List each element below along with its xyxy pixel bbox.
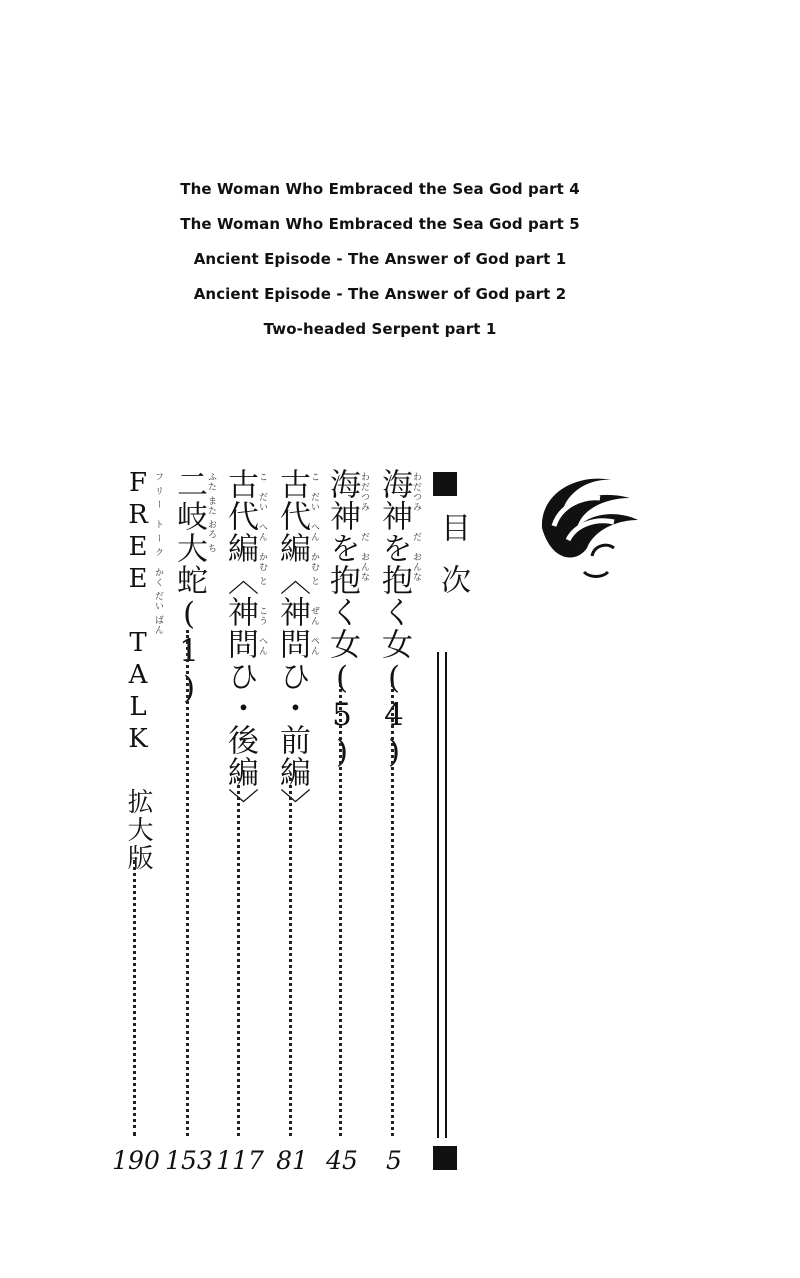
toc-entry-page[interactable]: 117	[216, 1146, 264, 1175]
toc-entry-ruby: わだつみ だ おんな	[411, 472, 421, 582]
toc-entry-title[interactable]: 二岐大蛇(1)	[171, 468, 207, 707]
heading-double-rule	[437, 652, 447, 1138]
translation-line-2: The Woman Who Embraced the Sea God part 5	[180, 215, 580, 233]
toc-entry[interactable]	[165, 468, 216, 1188]
toc-entry-title[interactable]: 古代編〈神問ひ・後編〉	[222, 468, 258, 820]
heading-square-top-icon	[433, 472, 457, 496]
table-of-contents	[0, 468, 800, 1188]
translation-line-4: Ancient Episode - The Answer of God part 2	[193, 285, 567, 303]
toc-entry[interactable]	[216, 468, 267, 1188]
toc-entry-ruby: こ だい へん かむ と ぜん ぺん	[309, 472, 319, 656]
translation-line-1: The Woman Who Embraced the Sea God part 4	[180, 180, 580, 198]
dot-leader	[289, 778, 292, 1136]
toc-entry[interactable]	[320, 468, 369, 1188]
toc-entry[interactable]	[372, 468, 421, 1188]
dot-leader	[186, 630, 189, 1136]
dot-leader	[237, 778, 240, 1136]
toc-heading: 目次	[435, 512, 470, 616]
toc-entry-page[interactable]: 5	[386, 1146, 402, 1175]
toc-entry-page[interactable]: 81	[276, 1146, 308, 1175]
toc-entry-page[interactable]: 45	[326, 1146, 358, 1175]
translation-line-3: Ancient Episode - The Answer of God part 1	[193, 250, 567, 268]
toc-entry-title[interactable]: 古代編〈神問ひ・前編〉	[274, 468, 310, 820]
toc-entry-title[interactable]: 海神を抱く女(4)	[376, 468, 412, 771]
dot-leader	[391, 684, 394, 1136]
toc-entry-ruby: フ リ ー ト ー ク かく だい ばん	[153, 472, 163, 636]
translation-line-5: Two-headed Serpent part 1	[263, 320, 497, 338]
toc-entry-ruby: こ だい へん かむ と こう へん	[257, 472, 267, 656]
heading-square-bottom-icon	[433, 1146, 457, 1170]
toc-entry-title[interactable]: 海神を抱く女(5)	[324, 468, 360, 771]
toc-entry[interactable]	[270, 468, 319, 1188]
translation-list	[0, 172, 760, 347]
toc-entry-page[interactable]: 153	[165, 1146, 213, 1175]
toc-entry-page[interactable]: 190	[112, 1146, 160, 1175]
toc-entry-ruby: ふた また おろ ち	[206, 472, 216, 554]
dot-leader	[339, 684, 342, 1136]
toc-heading-block	[428, 468, 470, 1188]
toc-entry[interactable]	[112, 468, 163, 1188]
dot-leader	[133, 860, 136, 1136]
toc-entry-title[interactable]: FREE TALK 拡大版	[123, 468, 153, 872]
toc-entry-ruby: わだつみ だ おんな	[359, 472, 369, 582]
